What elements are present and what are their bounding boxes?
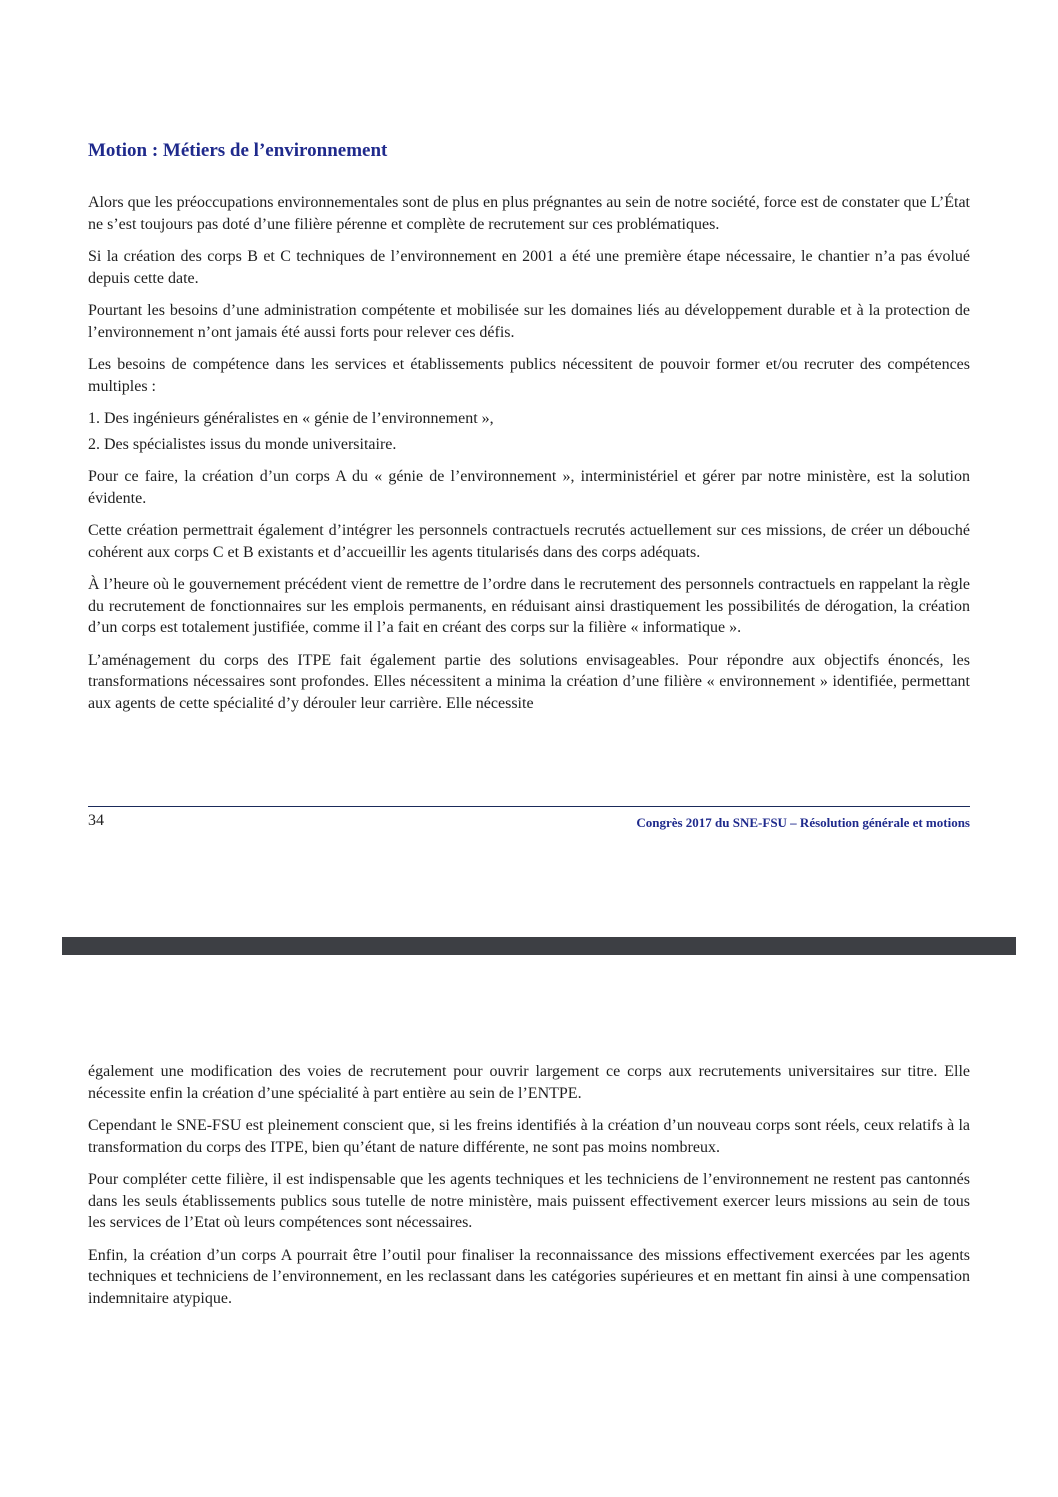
paragraph-voies-recrutement: également une modification des voies de recrutement pour ouvrir largement ce corps aux recrutements universitaires sur titre. Elle nécessite enfin la création d’une spécialité à part entière au sein de l’ENTPE. bbox=[88, 1063, 970, 1102]
paragraph-filiere: Pour compléter cette filière, il est indispensable que les agents techniques et les techniciens de l’environnement ne restent pas cantonnés dans les seuls établissements publics sous tutelle de notre ministère, mais puissent effectivement exercer leurs missions au sein de tous les services de l’Etat où leurs compétences sont nécessaires. bbox=[88, 1171, 970, 1231]
paragraph-besoins-administration: Pourtant les besoins d’une administration compétente et mobilisée sur les domaines liés au développement durable et à la protection de l’environnement n’ont jamais été aussi forts pour relever ces défis. bbox=[88, 302, 970, 341]
footer-divider bbox=[88, 806, 970, 807]
paragraph-freins: Cependant le SNE-FSU est pleinement conscient que, si les freins identifiés à la création d’un nouveau corps sont réels, ceux relatifs à la transformation du corps des ITPE, bien qu’étant de nature différente, ne sont pas moins nombreux. bbox=[88, 1117, 970, 1156]
page-separator bbox=[62, 937, 1016, 955]
list-item-ingenieurs: 1. Des ingénieurs généralistes en « génie de l’environnement », bbox=[88, 410, 494, 427]
paragraph-gouvernement: À l’heure où le gouvernement précédent vient de remettre de l’ordre dans le recrutement des personnels contractuels en rappelant la règle du recrutement de fonctionnaires sur les emplois permanents, en réduisant ainsi drastiquement les possibilités de dérogation, la création d’un corps est totalement justifiée, comme il l’a fait en créant des corps sur la filière « informatique ». bbox=[88, 576, 970, 636]
page-35-body bbox=[88, 1061, 970, 1320]
paragraph-reconnaissance: Enfin, la création d’un corps A pourrait être l’outil pour finaliser la reconnaissance des missions effectivement exercées par les agents techniques et techniciens de l’environnement, en les reclassant dans les catégories supérieures et en mettant fin ainsi à une compensation indemnitaire atypique. bbox=[88, 1246, 970, 1307]
paragraph-corps-b-c: Si la création des corps B et C techniques de l’environnement en 2001 a été une première étape nécessaire, le chantier n’a pas évolué depuis cette date. bbox=[88, 248, 970, 287]
motion-title: Motion : Métiers de l’environnement bbox=[88, 140, 388, 161]
paragraph-corps-a: Pour ce faire, la création d’un corps A du « génie de l’environnement », interministériel et gérer par notre ministère, est la solution évidente. bbox=[88, 468, 970, 507]
paragraph-intro: Alors que les préoccupations environnementales sont de plus en plus prégnantes au sein de notre société, force est de constater que L’État ne s’est toujours pas doté d’une filière pérenne et complète de recrutement sur ces problématiques. bbox=[88, 194, 970, 233]
paragraph-itpe: L’aménagement du corps des ITPE fait également partie des solutions envisageables. Pour répondre aux objectifs énoncés, les transformations nécessaires sont profondes. Elles nécessitent a minima la création d’une filière « environnement » identifiée, permettant aux agents de cette spécialité d’y dérouler leur carrière. Elle nécessite bbox=[88, 651, 970, 712]
list-item-specialistes: 2. Des spécialistes issus du monde universitaire. bbox=[88, 435, 397, 453]
running-footer: Congrès 2017 du SNE-FSU – Résolution générale et motions bbox=[636, 815, 970, 830]
page-34-body bbox=[88, 140, 970, 725]
paragraph-contractuels: Cette création permettrait également d’intégrer les personnels contractuels recrutés actuellement sur ces missions, de créer un débouché cohérent aux corps C et B existants et d’accueillir les agents titularisés dans des corps adéquats. bbox=[88, 522, 970, 561]
page-number: 34 bbox=[88, 812, 104, 829]
paragraph-besoins-competence: Les besoins de compétence dans les services et établissements publics nécessitent de pouvoir former et/ou recruter des compétences multiples : bbox=[88, 356, 970, 395]
